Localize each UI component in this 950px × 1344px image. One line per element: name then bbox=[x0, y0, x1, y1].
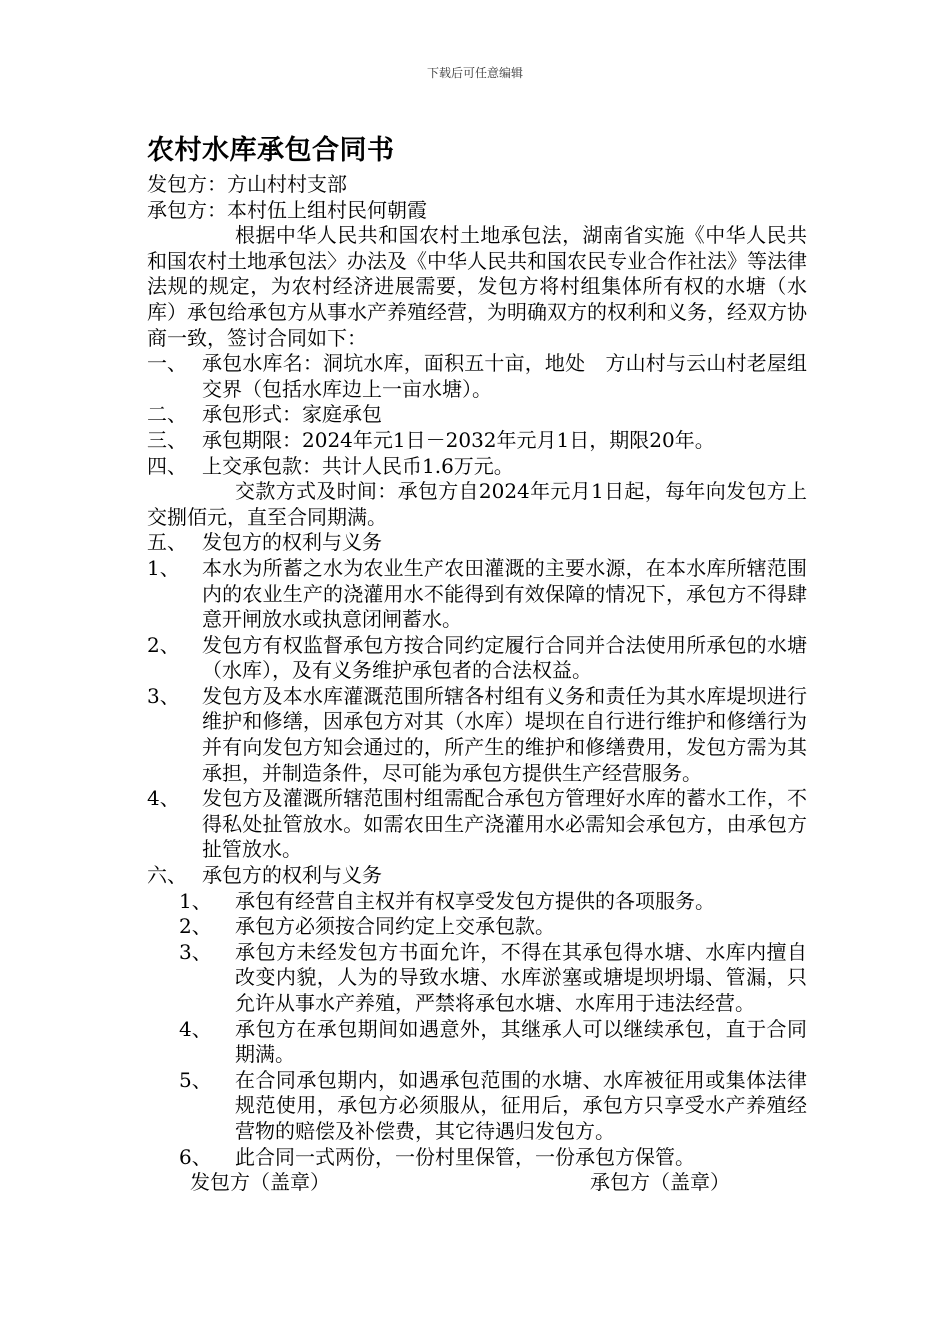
section-6-item-4 bbox=[147, 1017, 807, 1068]
section-6-item-6 bbox=[147, 1145, 807, 1171]
document-body bbox=[147, 172, 807, 1196]
section-number: 六、 bbox=[147, 863, 187, 888]
section-4 bbox=[147, 454, 807, 480]
item-number: 2、 bbox=[147, 632, 180, 657]
contractor-signature: 承包方（盖章） bbox=[590, 1170, 730, 1195]
section-5-item-4 bbox=[147, 786, 807, 863]
payment-paragraph: 交款方式及时间：承包方自2024年元月1日起，每年向发包方上交捌佰元，直至合同期满。 bbox=[147, 479, 807, 529]
contractor-line: 承包方：本村伍上组村民何朝霞 bbox=[147, 197, 427, 222]
item-text: 承包方必须按合同约定上交承包款。 bbox=[235, 914, 555, 939]
item-number: 1、 bbox=[147, 555, 180, 580]
item-text: 承包方未经发包方书面允许，不得在其承包得水塘、水库内擅自改变内貌，人为的导致水塘、水库淤塞或塘堤坝坍塌、管漏，只允许从事水产养殖，严禁将承包水塘、水库用于违法经营。 bbox=[235, 939, 807, 1015]
section-heading: 发包方的权利与义务 bbox=[202, 530, 382, 555]
item-number: 4、 bbox=[147, 786, 180, 811]
item-text: 承包方在承包期间如遇意外，其继承人可以继续承包，直于合同期满。 bbox=[235, 1016, 807, 1067]
section-text: 承包水库名：洞坑水库，面积五十亩，地处 方山村与云山村老屋组交界（包括水库边上一亩水塘）。 bbox=[202, 351, 807, 401]
item-number: 3、 bbox=[179, 939, 212, 964]
item-text: 本水为所蓄之水为农业生产农田灌溉的主要水源，在本水库所辖范围内的农业生产的浇灌用水不能得到有效保障的情况下，承包方不得肆意开闸放水或执意闭闸蓄水。 bbox=[202, 555, 807, 632]
section-text: 承包形式：家庭承包 bbox=[202, 402, 382, 427]
section-5-item-3 bbox=[147, 684, 807, 786]
item-number: 5、 bbox=[179, 1067, 212, 1092]
section-5-heading bbox=[147, 530, 807, 556]
section-number: 五、 bbox=[147, 530, 187, 555]
item-number: 1、 bbox=[179, 888, 212, 913]
intro-paragraph: 根据中华人民共和国农村土地承包法，湖南省实施《中华人民共和国农村土地承包法〉办法及《中华人民共和国农民专业合作社法》等法律法规的规定，为农村经济进展需要，发包方将村组集体所有权的水塘（水库）承包给承包方从事水产养殖经营，为明确双方的权利和义务，经双方协商一致，签讨合同如下： bbox=[147, 223, 807, 350]
item-text: 承包有经营自主权并有权享受发包方提供的各项服务。 bbox=[235, 888, 715, 913]
section-6-item-5 bbox=[147, 1068, 807, 1145]
issuer-signature: 发包方（盖章） bbox=[190, 1170, 330, 1195]
section-5-item-2 bbox=[147, 633, 807, 684]
section-number: 二、 bbox=[147, 402, 187, 427]
item-number: 3、 bbox=[147, 683, 180, 708]
section-6-heading bbox=[147, 863, 807, 889]
item-text: 发包方及灌溉所辖范围村组需配合承包方管理好水库的蓄水工作，不得私处扯管放水。如需农田生产浇灌用水必需知会承包方，由承包方扯管放水。 bbox=[202, 786, 807, 862]
section-number: 四、 bbox=[147, 453, 187, 478]
item-text: 此合同一式两份，一份村里保管，一份承包方保管。 bbox=[235, 1144, 695, 1169]
section-6-item-1 bbox=[147, 889, 807, 915]
issuer-line: 发包方：方山村村支部 bbox=[147, 172, 347, 196]
document-title: 农村水库承包合同书 bbox=[147, 135, 395, 166]
signature-row bbox=[147, 1170, 807, 1196]
section-6-item-3 bbox=[147, 940, 807, 1017]
section-6-item-2 bbox=[147, 914, 807, 940]
section-2 bbox=[147, 402, 807, 428]
section-text: 承包期限：2024年元1日－2032年元月1日，期限20年。 bbox=[202, 427, 715, 452]
section-text: 上交承包款：共计人民币1.6万元。 bbox=[202, 453, 514, 478]
item-number: 6、 bbox=[179, 1144, 212, 1169]
section-1 bbox=[147, 351, 807, 402]
section-5-item-1 bbox=[147, 556, 807, 633]
item-text: 发包方及本水库灌溉范围所辖各村组有义务和责任为其水库堤坝进行维护和修缮，因承包方对其（水库）堤坝在自行进行维护和修缮行为并有向发包方知会通过的，所产生的维护和修缮费用，发包方需为其承担，并制造条件，尽可能为承包方提供生产经营服务。 bbox=[202, 683, 807, 785]
header-note: 下载后可任意编辑 bbox=[426, 66, 523, 80]
item-number: 2、 bbox=[179, 914, 212, 939]
item-text: 在合同承包期内，如遇承包范围的水塘、水库被征用或集体法律规范使用，承包方必须服从，征用后，承包方只享受水产养殖经营物的赔偿及补偿费，其它待遇归发包方。 bbox=[235, 1067, 807, 1143]
item-text: 发包方有权监督承包方按合同约定履行合同并合法使用所承包的水塘（水库），及有义务维护承包者的合法权益。 bbox=[202, 632, 807, 683]
section-heading: 承包方的权利与义务 bbox=[202, 863, 382, 888]
section-number: 一、 bbox=[147, 351, 187, 376]
section-number: 三、 bbox=[147, 427, 187, 452]
item-number: 4、 bbox=[179, 1016, 212, 1041]
section-3 bbox=[147, 428, 807, 454]
